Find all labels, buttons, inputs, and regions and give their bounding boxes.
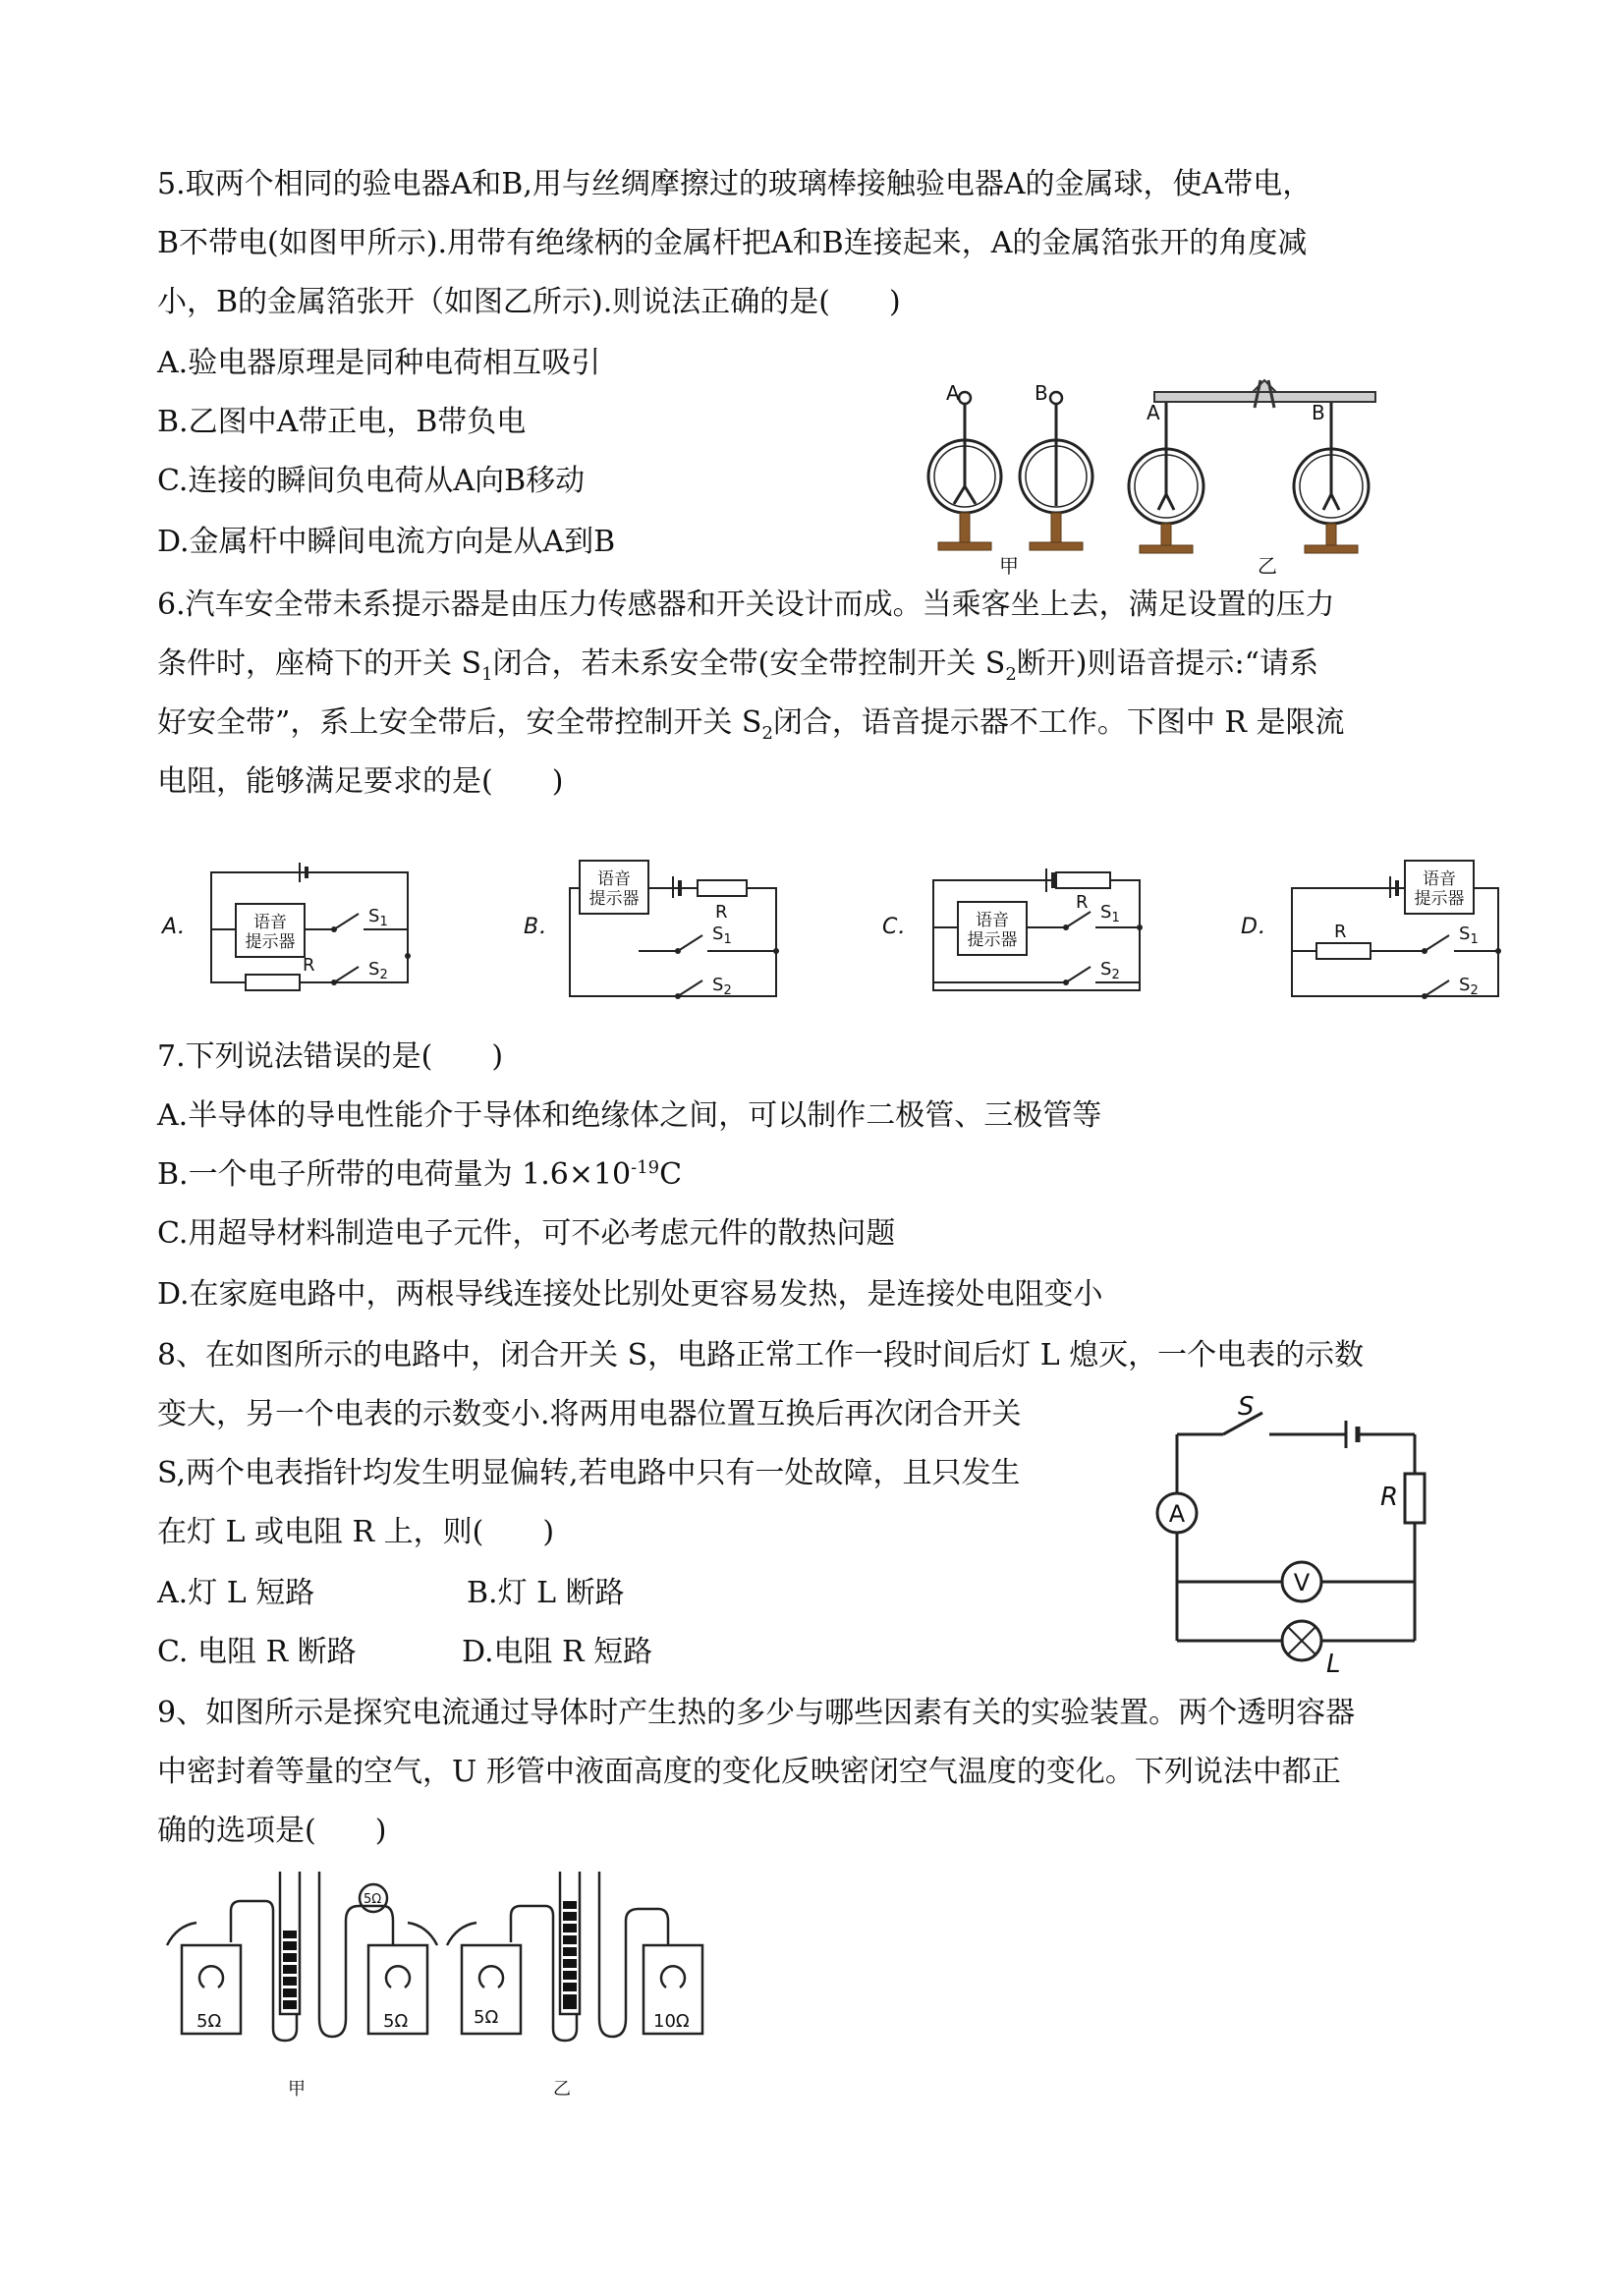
q5-option-c: C.连接的瞬间负电荷从A向B移动: [157, 464, 586, 498]
q8-option-a: A.灯 L 短路: [157, 1576, 315, 1610]
q7-option-b: B.一个电子所带的电荷量为 $1.6\times 10^{-19}C$: [157, 1157, 683, 1192]
q8-line-3: S,两个电表指针均发生明显偏转,若电路中只有一处故障，且只发生: [157, 1456, 1021, 1490]
q7-option-c: C.用超导材料制造电子元件，可不必考虑元件的散热问题: [157, 1216, 896, 1251]
right-resistor-1: 5Ω: [474, 2007, 499, 2028]
resistor-b: [698, 880, 747, 896]
svg-text:语音: 语音: [976, 911, 1009, 930]
q6-line-3: 好安全带”，系上安全带后，安全带控制开关 $S_2$闭合，语音提示器不工作。下图中 R 是限流: [157, 705, 1345, 744]
svg-text:S1: $S_1$: [368, 906, 388, 929]
q8-option-c: C. 电阻 R 断路: [157, 1635, 357, 1669]
switch-s-label: S: [1238, 1395, 1255, 1422]
q9-line-1: 9、如图所示是探究电流通过导体时产生热的多少与哪些因素有关的实验装置。两个透明容器: [157, 1696, 1356, 1730]
svg-text:提示器: 提示器: [588, 889, 640, 909]
svg-text:S2: $S_2$: [1100, 959, 1120, 982]
svg-text:S2: $S_2$: [368, 959, 388, 982]
q5-line-2: B不带电(如图甲所示).用带有绝缘柄的金属杆把A和B连接起来，A的金属箔张开的角度减: [157, 226, 1308, 260]
resistor-r-label: R: [1380, 1483, 1399, 1512]
q5-line-1: 5.取两个相同的验电器A和B,用与丝绸摩擦过的玻璃棒接触验电器A的金属球，使A带电，: [157, 167, 1313, 201]
electroscope-b2-label: B: [1312, 401, 1325, 424]
svg-text:语音: 语音: [1423, 869, 1456, 889]
svg-text:S2: $S_2$: [1459, 975, 1479, 998]
svg-text:提示器: 提示器: [1414, 889, 1465, 909]
svg-text:S1: $S_1$: [1459, 924, 1479, 947]
figure-caption-jia-2: 甲: [288, 2079, 306, 2100]
left-resistor-3: 5Ω: [364, 1892, 382, 1907]
svg-text:S1: $S_1$: [712, 924, 732, 947]
ammeter-label: A: [1168, 1500, 1186, 1528]
svg-text:R: R: [715, 902, 728, 923]
q8-line-1: 8、在如图所示的电路中，闭合开关 S，电路正常工作一段时间后灯 L 熄灭，一个电表的示数: [157, 1338, 1365, 1372]
figure-caption-jia: 甲: [999, 554, 1019, 575]
svg-text:R: R: [1334, 922, 1347, 942]
left-resistor-1: 5Ω: [196, 2011, 222, 2032]
q8-line-4: 在灯 L 或电阻 R 上，则( ): [157, 1515, 555, 1549]
q9-line-3: 确的选项是( ): [157, 1814, 387, 1848]
left-resistor-2: 5Ω: [383, 2011, 409, 2032]
electroscope-a2-label: A: [1147, 401, 1160, 424]
svg-text:S1: $S_1$: [1100, 902, 1120, 925]
q6-line-1: 6.汽车安全带未系提示器是由压力传感器和开关设计而成。当乘客坐上去，满足设置的压力: [157, 588, 1335, 622]
resistor-a: [246, 975, 300, 990]
right-resistor-2: 10Ω: [653, 2011, 690, 2032]
voltmeter-label: V: [1293, 1569, 1311, 1596]
q6-line-2: 条件时，座椅下的开关 $S_1$闭合，若未系安全带(安全带控制开关 $S_2$断开)则语音提示:“请系: [157, 646, 1318, 685]
svg-text:R: R: [303, 955, 315, 976]
figure-caption-yi: 乙: [1258, 554, 1277, 575]
circuit-option-b-label: B．: [524, 915, 561, 939]
q8-line-2: 变大，另一个电表的示数变小.将两用电器位置互换后再次闭合开关: [157, 1397, 1022, 1431]
resistor-c: [1056, 872, 1110, 888]
resistor-d: [1316, 943, 1371, 959]
electroscope-a-label: A: [946, 381, 960, 405]
heat-experiment-figure: [157, 1872, 707, 2107]
svg-text:提示器: 提示器: [245, 932, 296, 952]
circuit-option-a-label: A．: [162, 915, 199, 939]
electroscope-figure: [919, 378, 1400, 575]
q7-stem: 7.下列说法错误的是( ): [157, 1039, 504, 1074]
q5-line-3: 小，B的金属箔张开（如图乙所示).则说法正确的是( ): [157, 285, 901, 319]
q7-option-a: A.半导体的导电性能介于导体和绝缘体之间，可以制作二极管、三极管等: [157, 1098, 1102, 1133]
q5-option-b: B.乙图中A带正电，B带负电: [157, 405, 527, 439]
q8-option-b: B.灯 L 断路: [467, 1576, 625, 1610]
q5-option-a: A.验电器原理是同种电荷相互吸引: [157, 346, 601, 380]
svg-text:语音: 语音: [597, 869, 631, 889]
svg-text:提示器: 提示器: [967, 930, 1018, 950]
circuit-options: [157, 853, 1513, 1010]
q9-line-2: 中密封着等量的空气，U 形管中液面高度的变化反映密闭空气温度的变化。下列说法中都正: [157, 1755, 1341, 1789]
q8-option-d: D.电阻 R 短路: [462, 1635, 653, 1669]
svg-text:S2: $S_2$: [712, 975, 732, 998]
figure-caption-yi-2: 乙: [553, 2079, 571, 2100]
q8-circuit-figure: [1140, 1395, 1444, 1680]
svg-text:R: R: [1076, 892, 1089, 913]
q6-line-4: 电阻，能够满足要求的是( ): [157, 764, 564, 799]
circuit-option-c-label: C．: [882, 915, 920, 939]
svg-text:语音: 语音: [253, 913, 287, 932]
lamp-l-label: L: [1326, 1650, 1341, 1679]
q5-option-d: D.金属杆中瞬间电流方向是从A到B: [157, 525, 616, 559]
q7-option-d: D.在家庭电路中，两根导线连接处比别处更容易发热，是连接处电阻变小: [157, 1277, 1103, 1312]
circuit-option-d-label: D．: [1241, 915, 1279, 939]
electroscope-b-label: B: [1035, 381, 1048, 405]
